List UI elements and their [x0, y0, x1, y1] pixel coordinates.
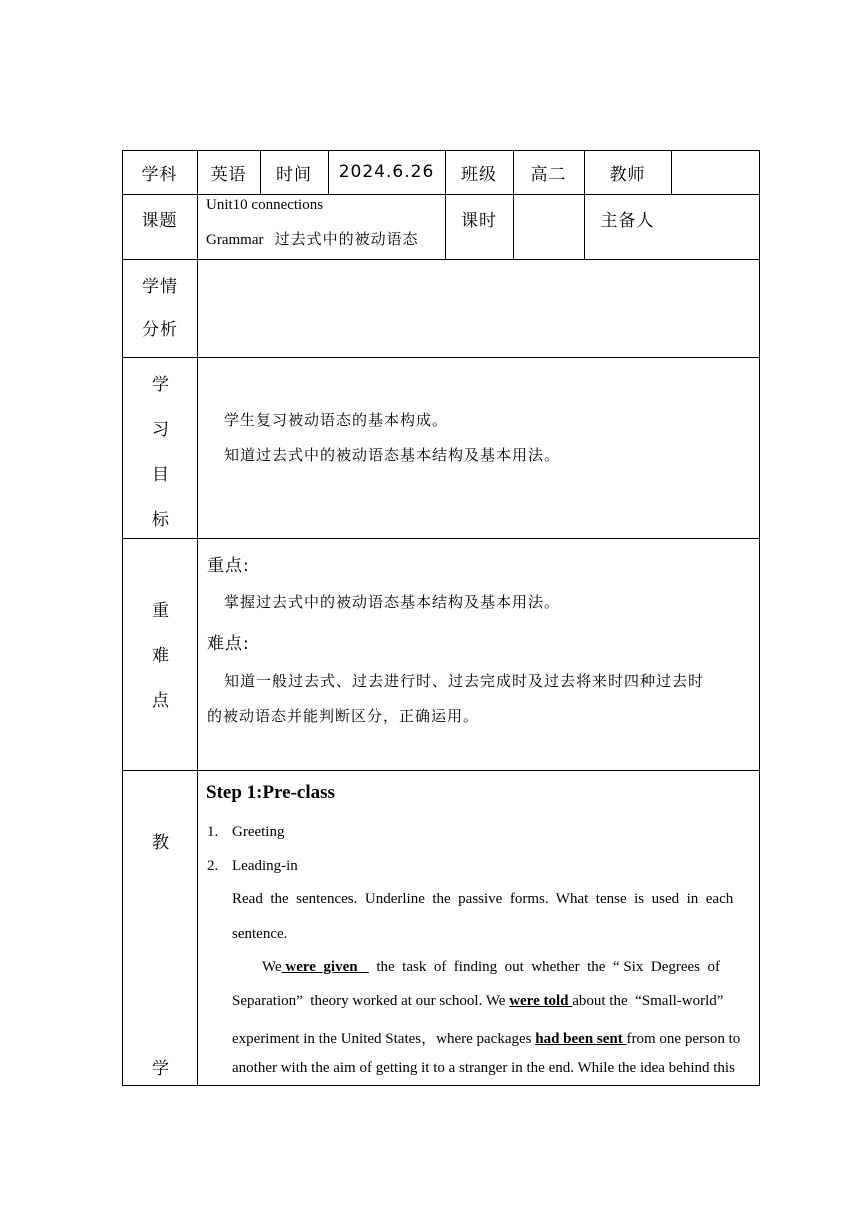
objective-item: 学生复习被动语态的基本构成。: [224, 411, 449, 429]
list-item: Greeting: [232, 824, 285, 840]
objectives-label-char: 标: [152, 510, 170, 530]
passage-text: We: [262, 959, 282, 975]
table-border-bottom: [122, 1085, 760, 1086]
period-value: [513, 194, 584, 242]
passage-text: about the “Small-world”: [572, 993, 724, 1009]
passive-form-underline: had been sent: [535, 1031, 627, 1047]
step-title: Step 1:Pre-class: [206, 782, 335, 803]
subject-label: 学科: [141, 164, 178, 185]
class-value: 高二: [530, 164, 567, 185]
teaching-label-bottom: 学: [152, 1059, 170, 1079]
time-label: 时间: [276, 164, 312, 185]
table-rule: [197, 150, 198, 1086]
preparer-label: 主备人: [600, 210, 655, 231]
passive-form-underline: were told: [509, 993, 573, 1009]
difficulty-heading: 难点:: [207, 634, 250, 654]
difficulty-text-line-2: 的被动语态并能判断区分，正确运用。: [207, 707, 480, 725]
key-text: 掌握过去式中的被动语态基本结构及基本用法。: [224, 593, 561, 611]
class-label: 班级: [461, 164, 497, 185]
teacher-value: [671, 150, 759, 194]
instruction-line-2: sentence.: [232, 926, 288, 942]
passage-text: Separation” theory worked at our school. We: [232, 993, 510, 1009]
passage-line-2: [232, 993, 723, 1010]
keypoints-label-char: 重: [152, 601, 170, 621]
teaching-label-top: 教: [152, 833, 170, 853]
list-number: 2.: [207, 858, 219, 874]
passage-text: the task of finding out whether the “ Six Degrees of: [368, 959, 720, 975]
table-border-right: [759, 150, 760, 1086]
list-number: 1.: [207, 824, 219, 840]
objectives-label-char: 学: [152, 375, 170, 395]
topic-line-1: Unit10 connections: [206, 197, 324, 213]
passage-text: experiment in the United States，where packages: [232, 1031, 536, 1047]
passage-line-4: another with the aim of getting it to a stranger in the end. While the idea behind this: [232, 1060, 735, 1076]
teacher-label: 教师: [609, 164, 646, 185]
passage-text: from one person to: [626, 1031, 741, 1047]
keypoints-label-char: 难: [152, 646, 170, 666]
key-heading: 重点:: [207, 556, 250, 576]
topic-line-2-en: Grammar: [206, 232, 264, 248]
table-rule: [122, 770, 760, 771]
list-item: Leading-in: [232, 858, 298, 874]
time-value: 2024.6.26: [338, 162, 435, 182]
passive-form-underline: were given: [281, 959, 369, 975]
keypoints-label-char: 点: [152, 691, 170, 711]
preparer-value: [671, 194, 759, 242]
analysis-label-line-1: 学情: [142, 277, 178, 297]
subject-value: 英语: [210, 164, 247, 185]
table-border-left: [122, 150, 123, 1086]
objectives-label-char: 目: [152, 465, 170, 485]
passage-line-1: [262, 959, 720, 976]
analysis-label-line-2: 分析: [142, 320, 178, 340]
objective-item: 知道过去式中的被动语态基本结构及基本用法。: [224, 446, 561, 464]
difficulty-text-line-1: 知道一般过去式、过去进行时、过去完成时及过去将来时四种过去时: [224, 672, 705, 690]
topic-line-2: [206, 228, 419, 249]
topic-line-2-cn: 过去式中的被动语态: [274, 230, 419, 248]
table-rule: [122, 538, 760, 539]
period-label: 课时: [461, 210, 497, 231]
topic-label: 课题: [141, 210, 178, 231]
analysis-content: [206, 270, 751, 350]
objectives-label-char: 习: [152, 420, 170, 440]
passage-line-3: [232, 1027, 740, 1048]
table-rule: [122, 259, 760, 260]
table-rule: [122, 357, 760, 358]
instruction-line-1: Read the sentences. Underline the passive forms. What tense is used in each: [232, 891, 734, 907]
